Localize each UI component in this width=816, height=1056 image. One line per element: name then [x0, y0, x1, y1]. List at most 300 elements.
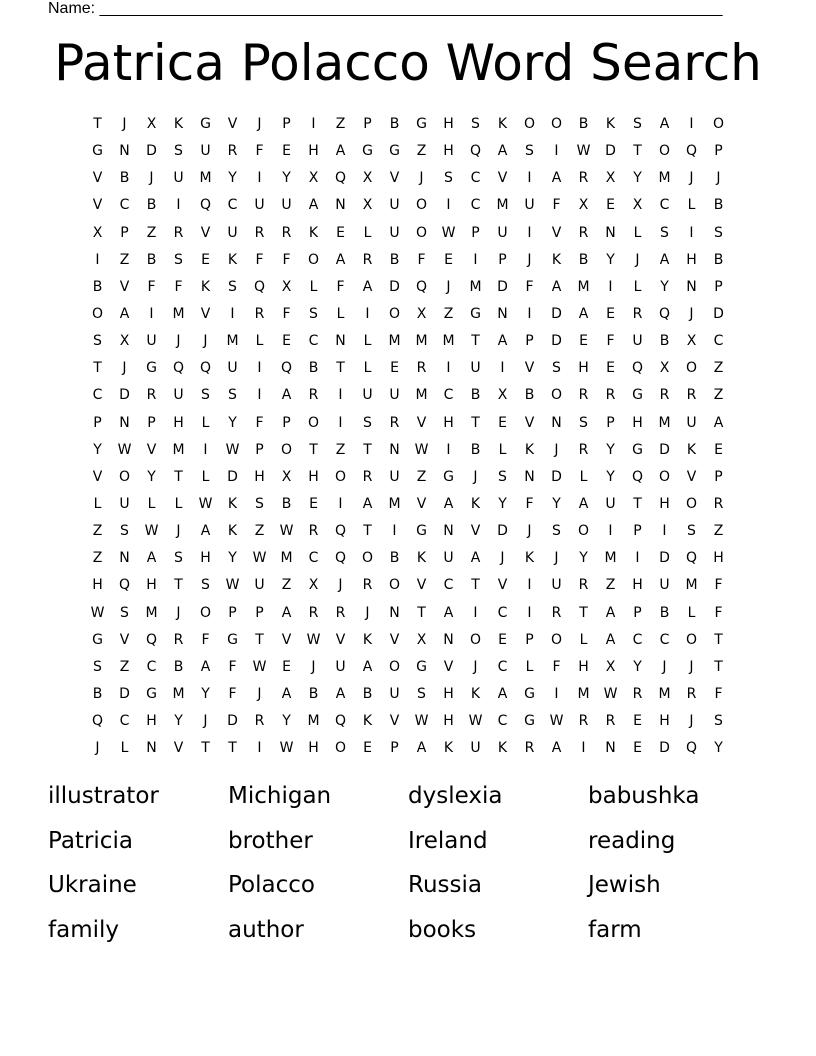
grid-letter: K — [551, 251, 562, 268]
grid-letter: U — [470, 360, 481, 377]
grid-letter: R — [362, 251, 373, 268]
grid-letter: J — [554, 550, 559, 567]
grid-letter: A — [443, 604, 454, 621]
grid-letter: K — [443, 740, 454, 757]
grid-letter: B — [470, 387, 481, 404]
word-bank-item: books — [408, 916, 477, 943]
grid-letter: Z — [335, 116, 346, 132]
grid-letter: R — [254, 224, 265, 241]
grid-letter: J — [500, 550, 505, 567]
grid-letter: A — [200, 658, 211, 675]
grid-letter: R — [308, 604, 319, 621]
grid-letter: I — [365, 305, 370, 322]
word-bank-item: Polacco — [228, 872, 315, 898]
grid-letter: D — [659, 441, 670, 458]
grid-letter: R — [254, 713, 265, 730]
grid-letter: R — [578, 170, 589, 187]
grid-letter: Y — [201, 685, 210, 702]
grid-letter: R — [605, 387, 616, 404]
grid-letter: A — [497, 685, 508, 702]
grid-letter: T — [174, 468, 183, 485]
grid-letter: I — [392, 523, 397, 540]
grid-letter: E — [336, 224, 345, 241]
grid-letter: I — [581, 740, 586, 757]
grid-letter: J — [257, 685, 262, 702]
grid-letter: L — [201, 468, 210, 485]
grid-letter: I — [554, 143, 559, 160]
grid-letter: C — [497, 713, 508, 730]
grid-letter: I — [527, 577, 532, 594]
grid-letter: J — [122, 116, 127, 132]
grid-letter: T — [228, 740, 237, 757]
grid-letter: B — [389, 251, 400, 268]
grid-letter: D — [227, 468, 238, 485]
grid-letter: V — [173, 740, 184, 757]
grid-letter: I — [473, 251, 478, 268]
grid-letter: M — [307, 713, 320, 730]
grid-letter: N — [605, 740, 616, 757]
grid-letter: S — [93, 333, 102, 350]
grid-letter: T — [174, 577, 183, 594]
grid-letter: T — [471, 577, 480, 594]
grid-letter: V — [92, 468, 103, 485]
grid-letter: O — [658, 143, 671, 160]
grid-letter: Q — [334, 523, 347, 540]
grid-letter: A — [470, 550, 481, 567]
grid-letter: M — [577, 685, 590, 702]
grid-letter: A — [551, 170, 562, 187]
grid-letter: F — [525, 278, 534, 295]
grid-letter: B — [173, 658, 184, 675]
grid-letter: M — [280, 550, 293, 567]
grid-letter: P — [120, 224, 129, 241]
grid-letter: Q — [685, 550, 698, 567]
grid-letter: C — [119, 197, 130, 214]
grid-letter: I — [689, 224, 694, 241]
grid-letter: H — [443, 713, 454, 730]
grid-letter: M — [658, 685, 671, 702]
grid-letter: H — [443, 116, 454, 132]
grid-letter: Q — [658, 305, 671, 322]
grid-letter: S — [174, 550, 183, 567]
grid-letter: L — [363, 224, 372, 241]
grid-letter: A — [362, 278, 373, 295]
grid-letter: M — [172, 441, 185, 458]
grid-letter: L — [174, 495, 183, 512]
grid-letter: T — [471, 333, 480, 350]
grid-letter: P — [255, 441, 264, 458]
grid-letter: W — [603, 685, 618, 702]
grid-letter: Y — [282, 170, 291, 187]
grid-letter: B — [362, 685, 373, 702]
grid-letter: R — [173, 631, 184, 648]
word-bank-item: Michigan — [228, 783, 332, 809]
grid-letter: Z — [443, 305, 454, 322]
grid-letter: C — [470, 170, 481, 187]
grid-letter: J — [419, 170, 424, 187]
grid-letter: P — [498, 251, 507, 268]
grid-letter: B — [146, 197, 157, 214]
grid-letter: G — [362, 143, 373, 160]
grid-letter: F — [228, 685, 237, 702]
grid-letter: J — [257, 116, 262, 132]
grid-letter: V — [389, 631, 400, 648]
grid-letter: X — [659, 360, 670, 377]
grid-letter: R — [227, 143, 238, 160]
grid-letter: W — [414, 441, 429, 458]
grid-letter: L — [687, 197, 696, 214]
grid-letter: B — [578, 251, 589, 268]
grid-letter: T — [336, 360, 345, 377]
grid-letter: Y — [606, 441, 615, 458]
grid-letter: O — [280, 441, 293, 458]
grid-letter: T — [633, 495, 642, 512]
grid-letter: T — [714, 658, 723, 675]
grid-letter: X — [605, 170, 616, 187]
grid-letter: W — [198, 495, 213, 512]
grid-letter: R — [254, 305, 265, 322]
grid-letter: H — [200, 550, 211, 567]
grid-letter: S — [228, 387, 237, 404]
grid-letter: P — [714, 468, 723, 485]
grid-letter: R — [713, 495, 724, 512]
grid-letter: D — [713, 305, 724, 322]
word-bank-item: author — [228, 916, 304, 943]
word-bank-item: family — [48, 916, 119, 943]
grid-letter: E — [606, 197, 615, 214]
grid-letter: K — [227, 523, 238, 540]
grid-letter: A — [119, 305, 130, 322]
grid-letter: I — [689, 116, 694, 132]
grid-letter: H — [443, 685, 454, 702]
grid-letter: Q — [334, 170, 347, 187]
word-bank-item: Russia — [408, 872, 482, 898]
grid-letter: H — [173, 414, 184, 431]
grid-letter: I — [635, 550, 640, 567]
grid-letter: K — [686, 441, 697, 458]
grid-letter: B — [92, 685, 103, 702]
grid-letter: X — [281, 278, 292, 295]
grid-letter: G — [416, 658, 427, 675]
grid-letter: V — [389, 713, 400, 730]
grid-letter: V — [443, 658, 454, 675]
grid-letter: R — [578, 577, 589, 594]
grid-letter: H — [713, 550, 724, 567]
grid-letter: B — [659, 333, 670, 350]
grid-letter: L — [363, 333, 372, 350]
grid-letter: V — [389, 170, 400, 187]
grid-letter: V — [470, 523, 481, 540]
grid-letter: U — [119, 495, 130, 512]
grid-letter: P — [525, 631, 534, 648]
grid-letter: N — [551, 414, 562, 431]
grid-letter: S — [93, 658, 102, 675]
grid-letter: T — [714, 631, 723, 648]
grid-letter: W — [252, 550, 267, 567]
grid-letter: I — [527, 224, 532, 241]
grid-letter: X — [632, 197, 643, 214]
grid-letter: U — [497, 224, 508, 241]
grid-letter: E — [579, 333, 588, 350]
grid-letter: V — [119, 631, 130, 648]
grid-letter: L — [579, 631, 588, 648]
grid-letter: P — [255, 604, 264, 621]
grid-letter: F — [255, 251, 264, 268]
grid-letter: B — [713, 197, 724, 214]
grid-letter: Y — [147, 468, 156, 485]
grid-letter: A — [416, 740, 427, 757]
grid-letter: M — [145, 604, 158, 621]
grid-letter: W — [306, 631, 321, 648]
grid-letter: B — [308, 360, 319, 377]
grid-letter: J — [689, 658, 694, 675]
grid-letter: E — [633, 713, 642, 730]
grid-letter: M — [658, 414, 671, 431]
grid-letter: C — [308, 333, 319, 350]
grid-letter: X — [362, 170, 373, 187]
grid-letter: V — [686, 468, 697, 485]
grid-letter: O — [307, 414, 320, 431]
grid-letter: J — [122, 360, 127, 377]
grid-letter: O — [199, 604, 212, 621]
grid-letter: J — [473, 468, 478, 485]
grid-letter: N — [605, 224, 616, 241]
grid-letter: I — [338, 414, 343, 431]
grid-letter: K — [497, 116, 508, 132]
grid-letter: J — [95, 740, 100, 757]
grid-letter: X — [605, 658, 616, 675]
grid-letter: X — [578, 197, 589, 214]
grid-letter: Q — [415, 278, 428, 295]
grid-letter: X — [416, 631, 427, 648]
grid-letter: L — [201, 414, 210, 431]
word-bank — [48, 778, 768, 956]
grid-letter: N — [497, 305, 508, 322]
grid-letter: P — [147, 414, 156, 431]
grid-letter: S — [174, 143, 183, 160]
grid-letter: Y — [282, 713, 291, 730]
grid-letter: D — [389, 278, 400, 295]
grid-letter: A — [578, 495, 589, 512]
grid-letter: U — [389, 387, 400, 404]
grid-letter: Q — [631, 360, 644, 377]
grid-letter: O — [361, 550, 374, 567]
grid-letter: H — [254, 468, 265, 485]
grid-letter: Z — [416, 143, 427, 160]
grid-letter: V — [551, 224, 562, 241]
grid-letter: O — [685, 360, 698, 377]
grid-letter: X — [362, 197, 373, 214]
grid-letter: M — [199, 170, 212, 187]
grid-letter: I — [176, 197, 181, 214]
grid-letter: I — [608, 278, 613, 295]
grid-letter: G — [470, 305, 481, 322]
grid-letter: I — [446, 197, 451, 214]
grid-letter: U — [335, 658, 346, 675]
grid-letter: E — [498, 414, 507, 431]
grid-letter: U — [389, 197, 400, 214]
grid-letter: I — [311, 116, 316, 132]
grid-letter: W — [225, 441, 240, 458]
grid-letter: S — [363, 414, 372, 431]
grid-letter: T — [363, 523, 372, 540]
grid-letter: S — [579, 414, 588, 431]
grid-letter: S — [255, 495, 264, 512]
grid-letter: V — [497, 170, 508, 187]
grid-letter: A — [605, 631, 616, 648]
grid-letter: U — [281, 197, 292, 214]
grid-letter: Q — [280, 360, 293, 377]
grid-letter: Z — [119, 251, 130, 268]
grid-letter: L — [633, 224, 642, 241]
grid-letter: Y — [714, 740, 723, 757]
grid-letter: K — [362, 631, 373, 648]
grid-letter: R — [281, 224, 292, 241]
grid-letter: R — [308, 387, 319, 404]
grid-letter: M — [577, 278, 590, 295]
grid-letter: I — [473, 604, 478, 621]
grid-letter: H — [632, 414, 643, 431]
grid-letter: K — [416, 550, 427, 567]
grid-letter: R — [578, 713, 589, 730]
grid-letter: S — [174, 251, 183, 268]
grid-letter: A — [578, 305, 589, 322]
grid-letter: C — [308, 550, 319, 567]
grid-letter: J — [311, 658, 316, 675]
grid-letter: N — [524, 468, 535, 485]
grid-letter: O — [334, 740, 347, 757]
grid-letter: A — [281, 387, 292, 404]
grid-letter: Y — [498, 495, 507, 512]
grid-letter: G — [524, 685, 535, 702]
grid-letter: W — [549, 713, 564, 730]
grid-letter: V — [524, 414, 535, 431]
grid-letter: X — [686, 333, 697, 350]
grid-letter: G — [227, 631, 238, 648]
grid-letter: O — [523, 116, 536, 132]
grid-letter: K — [524, 550, 535, 567]
grid-letter: X — [416, 305, 427, 322]
grid-letter: F — [255, 414, 264, 431]
grid-letter: K — [362, 713, 373, 730]
grid-letter: O — [388, 577, 401, 594]
grid-letter: C — [146, 658, 157, 675]
grid-letter: A — [443, 495, 454, 512]
word-bank-item: farm — [588, 916, 642, 943]
grid-letter: A — [551, 740, 562, 757]
grid-letter: F — [282, 251, 291, 268]
grid-letter: I — [95, 251, 100, 268]
grid-letter: A — [335, 251, 346, 268]
grid-letter: B — [146, 251, 157, 268]
grid-letter: G — [146, 360, 157, 377]
grid-letter: B — [713, 251, 724, 268]
grid-letter: I — [338, 495, 343, 512]
grid-letter: H — [659, 713, 670, 730]
grid-letter: O — [685, 495, 698, 512]
grid-letter: S — [525, 143, 534, 160]
grid-letter: L — [93, 495, 102, 512]
grid-letter: I — [257, 740, 262, 757]
grid-letter: R — [173, 224, 184, 241]
grid-letter: O — [334, 468, 347, 485]
grid-letter: F — [552, 658, 561, 675]
grid-letter: L — [579, 468, 588, 485]
grid-letter: A — [308, 197, 319, 214]
grid-letter: L — [147, 495, 156, 512]
grid-letter: Z — [254, 523, 265, 540]
grid-letter: R — [605, 713, 616, 730]
grid-letter: A — [200, 523, 211, 540]
grid-letter: U — [443, 550, 454, 567]
grid-letter: W — [468, 713, 483, 730]
grid-letter: L — [525, 658, 534, 675]
word-bank-item: reading — [588, 827, 676, 854]
grid-letter: J — [527, 523, 532, 540]
grid-letter: B — [119, 170, 130, 187]
grid-letter: U — [227, 360, 238, 377]
grid-letter: U — [173, 170, 184, 187]
grid-letter: H — [659, 495, 670, 512]
grid-letter: J — [176, 333, 181, 350]
grid-letter: S — [228, 278, 237, 295]
grid-letter: Z — [713, 360, 724, 377]
grid-letter: I — [257, 170, 262, 187]
grid-letter: X — [92, 224, 103, 241]
grid-letter: F — [255, 143, 264, 160]
grid-letter: E — [606, 360, 615, 377]
grid-letter: Y — [228, 550, 237, 567]
grid-letter: V — [200, 305, 211, 322]
grid-letter: Q — [253, 278, 266, 295]
grid-letter: I — [446, 441, 451, 458]
grid-letter: K — [605, 116, 616, 132]
grid-letter: O — [118, 468, 131, 485]
grid-letter: V — [281, 631, 292, 648]
grid-letter: J — [689, 170, 694, 187]
grid-letter: P — [633, 604, 642, 621]
grid-letter: E — [363, 740, 372, 757]
grid-letter: J — [689, 713, 694, 730]
grid-letter: Q — [631, 468, 644, 485]
grid-letter: U — [659, 577, 670, 594]
grid-letter: H — [308, 143, 319, 160]
grid-letter: L — [255, 333, 264, 350]
grid-letter: F — [606, 333, 615, 350]
grid-letter: A — [281, 604, 292, 621]
grid-letter: I — [527, 604, 532, 621]
grid-letter: P — [282, 116, 291, 132]
grid-letter: E — [633, 740, 642, 757]
grid-letter: D — [659, 550, 670, 567]
grid-letter: U — [146, 333, 157, 350]
grid-letter: W — [279, 523, 294, 540]
grid-letter: R — [578, 441, 589, 458]
grid-letter: D — [497, 523, 508, 540]
grid-letter: M — [469, 278, 482, 295]
grid-letter: M — [172, 305, 185, 322]
grid-letter: R — [389, 414, 400, 431]
grid-letter: L — [120, 740, 129, 757]
grid-letter: F — [417, 251, 426, 268]
grid-letter: E — [606, 305, 615, 322]
grid-letter: U — [686, 414, 697, 431]
grid-letter: U — [254, 577, 265, 594]
grid-letter: C — [659, 197, 670, 214]
grid-letter: P — [525, 333, 534, 350]
grid-letter: S — [471, 116, 480, 132]
grid-letter: Z — [92, 523, 103, 540]
